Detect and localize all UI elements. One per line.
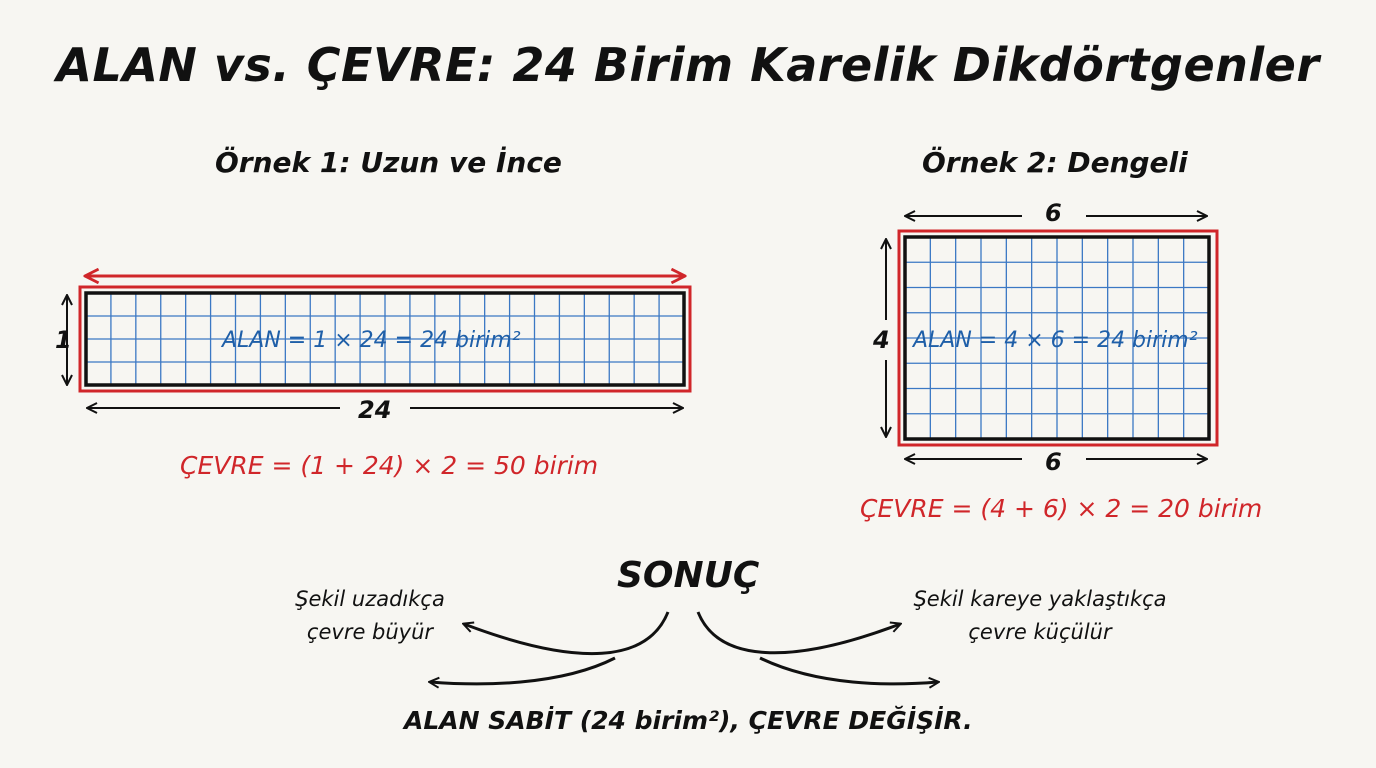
right-note-line-1: Şekil kareye yaklaştıkça <box>913 587 1167 611</box>
left-note <box>260 583 480 649</box>
example2-area-formula: ALAN = 4 × 6 = 24 birim² <box>913 328 1198 353</box>
example1-heading: Örnek 1: Uzun ve İnce <box>215 146 562 179</box>
example1-width-label: 24 <box>358 396 392 424</box>
example2-height-label: 4 <box>873 326 890 354</box>
example1-perimeter-formula: ÇEVRE = (1 + 24) × 2 = 50 birim <box>180 451 599 480</box>
arrow-to-right-note <box>698 612 900 653</box>
conclusion-heading: SONUÇ <box>617 555 760 596</box>
right-note-line-2: çevre küçülür <box>968 620 1112 644</box>
conclusion-summary: ALAN SABİT (24 birim²), ÇEVRE DEĞİŞİR. <box>404 706 973 735</box>
example2-perimeter-formula: ÇEVRE = (4 + 6) × 2 = 20 birim <box>860 494 1263 523</box>
right-note <box>880 583 1200 649</box>
page-title: ALAN vs. ÇEVRE: 24 Birim Karelik Dikdörtgenler <box>56 38 1320 92</box>
arrow-to-summary-left <box>430 658 615 684</box>
left-note-line-2: çevre büyür <box>306 620 434 644</box>
arrow-to-left-note <box>464 612 668 654</box>
example2-top-width-label: 6 <box>1045 199 1062 227</box>
example1-area-formula: ALAN = 1 × 24 = 24 birim² <box>222 328 521 353</box>
left-note-line-1: Şekil uzadıkça <box>295 587 445 611</box>
example2-heading: Örnek 2: Dengeli <box>922 146 1188 179</box>
example2-bottom-width-label: 6 <box>1045 448 1062 476</box>
example1-height-label: 1 <box>55 326 72 354</box>
arrow-to-summary-right <box>760 658 938 684</box>
